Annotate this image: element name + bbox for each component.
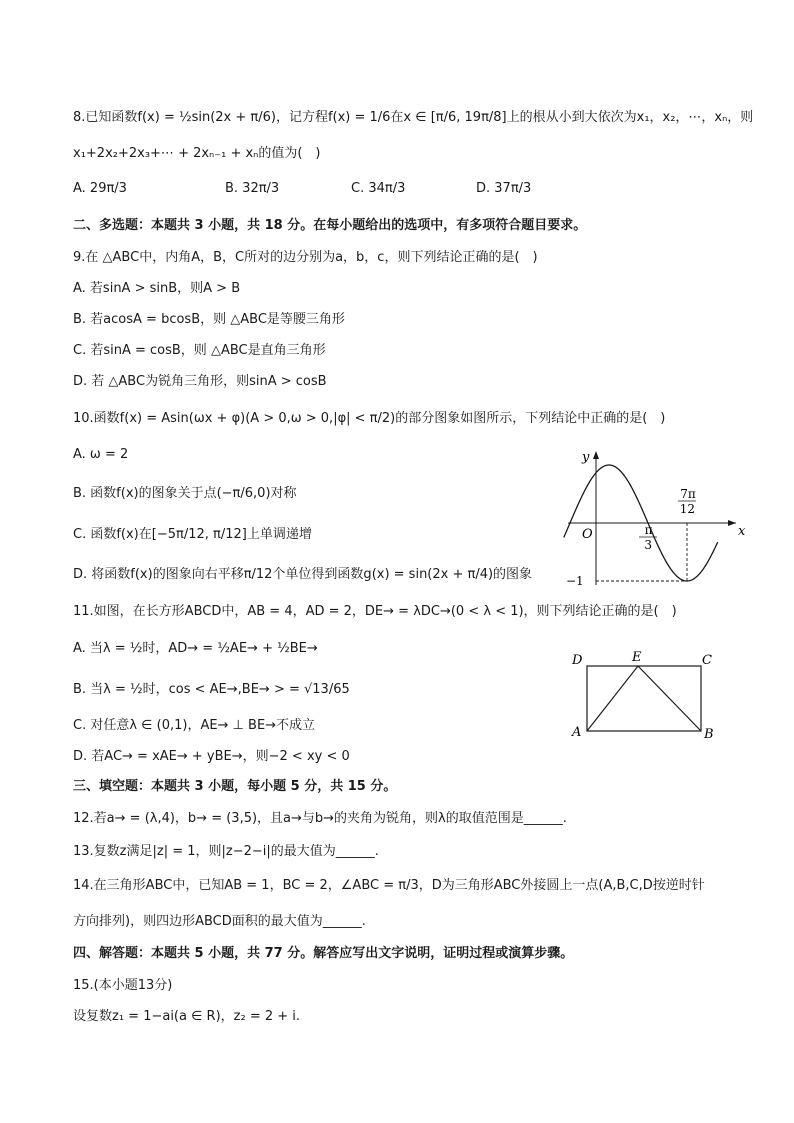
q10-sine-graph: [560, 445, 750, 590]
origin-label: O: [582, 527, 593, 542]
q10-option-b: B. 函数f(x)的图象关于点(−π/6,0)对称: [73, 486, 297, 501]
q8-option-c: C. 34π/3: [351, 181, 406, 196]
q11-stem: 11.如图，在长方形ABCD中，AB = 4，AD = 2，DE→ = λDC→(0 < λ < 1)，则下列结论正确的是( ): [73, 604, 677, 619]
q8-stem-line1: 8.已知函数f(x) = ½sin(2x + π/6)，记方程f(x) = 1/6在x ∈ [π/6, 19π/8]上的根从小到大依次为x₁，x₂，⋯，xₙ，则: [73, 110, 754, 125]
label-d: D: [572, 653, 583, 668]
segment-ae: [587, 666, 638, 731]
tick-7pi-over-12-numerator: 7π: [680, 487, 696, 501]
y-axis-arrow: [593, 451, 599, 459]
section-solutions-heading: 四、解答题：本题共 5 小题，共 77 分。解答应写出文字说明，证明过程或演算步骤。: [73, 946, 574, 961]
section-multiple-choice-heading: 二、多选题：本题共 3 小题，共 18 分。在每小题给出的选项中，有多项符合题目要求。: [73, 218, 587, 233]
q12-stem: 12.若a→ = (λ,4)，b→ = (3,5)，且a→与b→的夹角为锐角，则λ的取值范围是______.: [73, 811, 567, 826]
y-axis-label: y: [582, 450, 590, 465]
q15-line1: 设复数z₁ = 1−ai(a ∈ R)，z₂ = 2 + i.: [73, 1009, 301, 1024]
q11-rectangle-figure: [566, 648, 726, 744]
q8-option-b: B. 32π/3: [225, 181, 280, 196]
q9-option-b: B. 若acosA = bcosB，则 △ABC是等腰三角形: [73, 312, 345, 327]
x-axis-label: x: [738, 524, 746, 539]
q9-stem: 9.在 △ABC中，内角A，B，C所对的边分别为a，b，c，则下列结论正确的是( ): [73, 250, 538, 265]
rectangle-abcd: [587, 666, 701, 731]
q9-option-c: C. 若sinA = cosB，则 △ABC是直角三角形: [73, 343, 326, 358]
q11-option-d: D. 若AC→ = xAE→ + yBE→，则−2 < xy < 0: [73, 749, 350, 764]
q8-option-a: A. 29π/3: [73, 181, 127, 196]
label-a: A: [572, 725, 582, 740]
q11-option-a: A. 当λ = ½时，AD→ = ½AE→ + ½BE→: [73, 641, 318, 656]
q11-option-b: B. 当λ = ½时，cos < AE→,BE→ > = √13/65: [73, 682, 350, 697]
label-e: E: [632, 650, 642, 665]
q8-stem-line2: x₁+2x₂+2x₃+⋯ + 2xₙ₋₁ + xₙ的值为( ): [73, 146, 321, 161]
q8-options: [73, 181, 633, 199]
q13-stem: 13.复数z满足|z| = 1，则|z−2−i|的最大值为______.: [73, 844, 379, 859]
q9-option-d: D. 若 △ABC为锐角三角形，则sinA > cosB: [73, 374, 327, 389]
segment-be: [638, 666, 701, 731]
min-label: −1: [566, 574, 584, 588]
tick-pi-over-3-denominator: 3: [644, 538, 653, 552]
tick-pi-over-3-numerator: π: [644, 523, 653, 537]
q10-option-c: C. 函数f(x)在[−5π/12, π/12]上单调递增: [73, 527, 312, 542]
q11-option-c: C. 对任意λ ∈ (0,1)，AE→ ⊥ BE→不成立: [73, 718, 316, 733]
q9-option-a: A. 若sinA > sinB，则A > B: [73, 281, 241, 296]
q14-stem-line1: 14.在三角形ABC中，已知AB = 1，BC = 2，∠ABC = π/3，D为三角形ABC外接圆上一点(A,B,C,D按逆时针: [73, 878, 705, 893]
label-b: B: [704, 727, 714, 742]
label-c: C: [702, 653, 712, 668]
q10-option-d: D. 将函数f(x)的图象向右平移π/12个单位得到函数g(x) = sin(2x + π/4)的图象: [73, 567, 533, 582]
graph-content: [564, 450, 746, 588]
q14-stem-line2: 方向排列)，则四边形ABCD面积的最大值为______.: [73, 914, 366, 929]
section-fill-in-heading: 三、填空题：本题共 3 小题，每小题 5 分，共 15 分。: [73, 779, 397, 794]
q8-option-d: D. 37π/3: [476, 181, 532, 196]
q15-title: 15.(本小题13分): [73, 978, 173, 993]
q10-stem: 10.函数f(x) = Asin(ωx + φ)(A > 0,ω > 0,|φ| < π/2)的部分图象如图所示，下列结论中正确的是( ): [73, 411, 666, 426]
x-axis-arrow: [728, 520, 736, 526]
q10-option-a: A. ω = 2: [73, 447, 129, 462]
tick-7pi-over-12-denominator: 12: [679, 502, 696, 516]
